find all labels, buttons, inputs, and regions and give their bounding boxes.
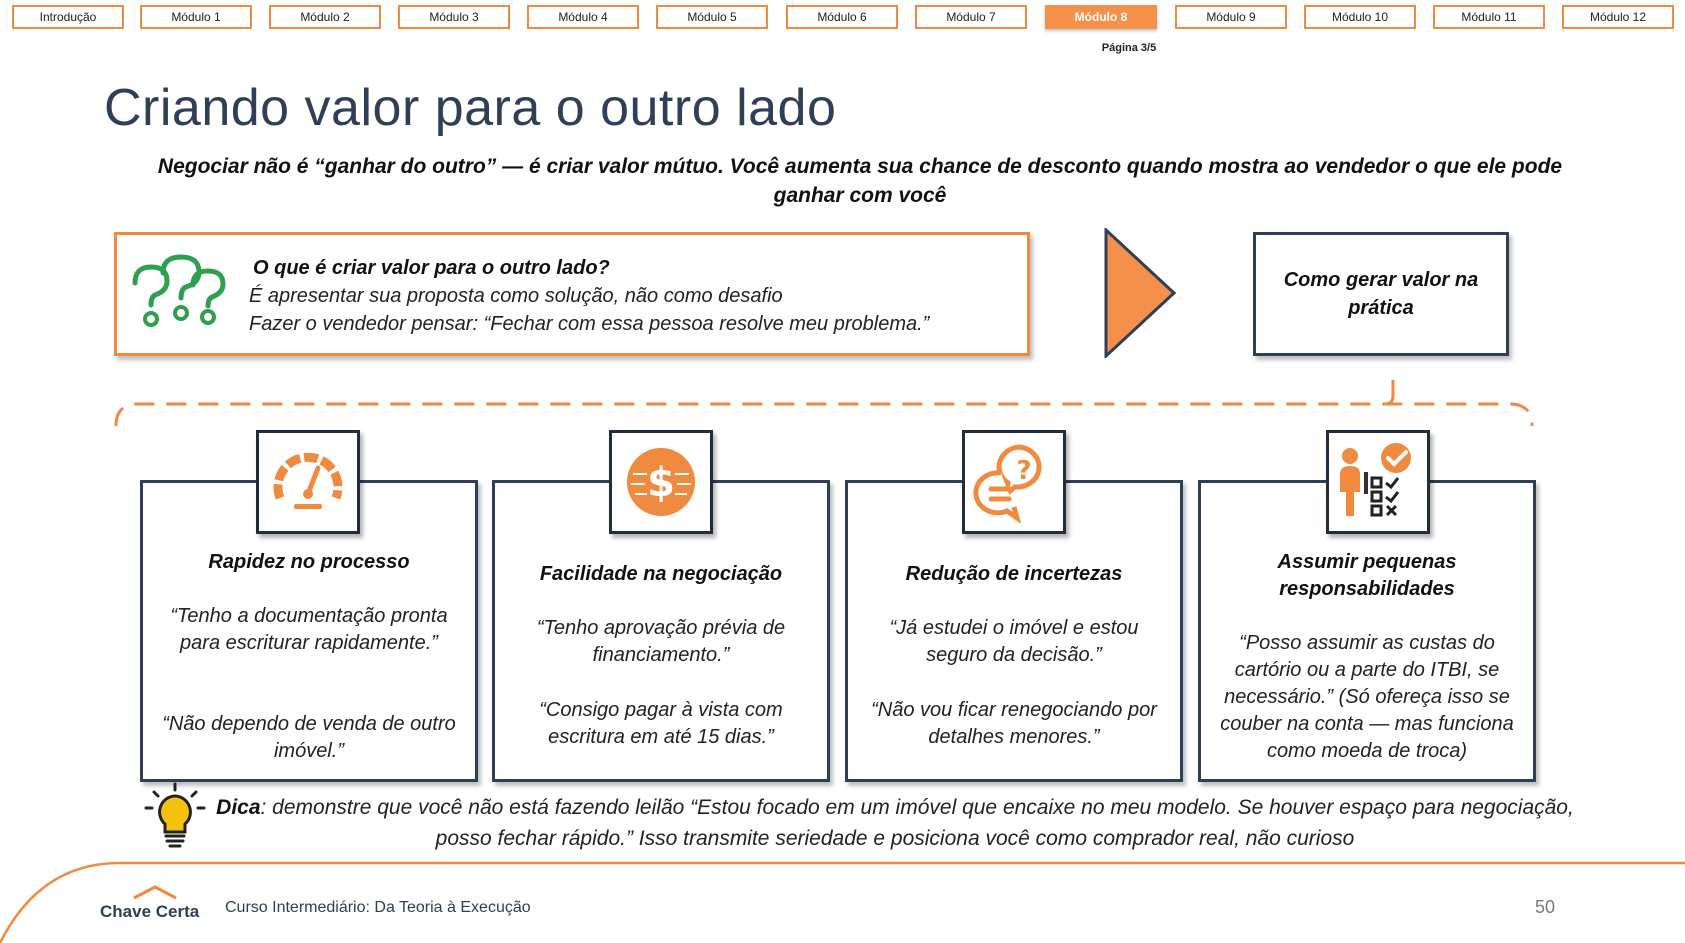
- definition-box: [114, 232, 1030, 356]
- page-title: Criando valor para o outro lado: [104, 79, 837, 137]
- nav-tab-modulo-12[interactable]: Módulo 12: [1562, 5, 1674, 29]
- brand-logo: Chave Certa: [100, 902, 200, 921]
- card-title: Assumir pequenas responsabilidades: [1277, 551, 1457, 600]
- definition-line-1: É apresentar sua proposta como solução, não como desafio: [249, 285, 783, 307]
- tip-body: : demonstre que você não está fazendo leilão “Estou focado em um imóvel que encaixe no meu modelo. Se houver espaço para negociação, posso fechar rápido.” Isso transmite seriedade e posiciona você como comprador real, não curioso: [260, 796, 1574, 850]
- card-quote-1: “Já estudei o imóvel e estou seguro da decisão.”: [889, 617, 1139, 666]
- card-icon-frame: [962, 430, 1066, 534]
- card-quote-2: “Não dependo de venda de outro imóvel.”: [162, 713, 456, 762]
- course-name: Curso Intermediário: Da Teoria à Execução: [225, 899, 531, 916]
- nav-tab-modulo-10[interactable]: Módulo 10: [1304, 5, 1416, 29]
- card-title: Redução de incertezas: [905, 563, 1123, 585]
- svg-text:$: $: [647, 460, 675, 506]
- nav-tab-modulo-7[interactable]: Módulo 7: [915, 5, 1027, 29]
- card-quote-2: “Não vou ficar renegociando por detalhes menores.”: [871, 699, 1157, 748]
- chat-question-icon: [973, 441, 1055, 523]
- speedometer-icon: [272, 446, 344, 518]
- card-icon-frame: [609, 430, 713, 534]
- card-quote-1: “Tenho a documentação pronta para escriturar rapidamente.”: [170, 605, 448, 654]
- nav-tab-introducao[interactable]: Introdução: [12, 5, 124, 29]
- dollar-coin-icon: [623, 444, 699, 520]
- card-icon-frame: [256, 430, 360, 534]
- dashed-bracket: [110, 378, 1540, 428]
- nav-tab-modulo-11[interactable]: Módulo 11: [1433, 5, 1545, 29]
- tip-label: Dica: [216, 796, 261, 819]
- tip-text: [200, 792, 1590, 854]
- house-roof-icon: [132, 884, 178, 900]
- right-arrow-icon: [1104, 228, 1176, 358]
- howto-box: Como gerar valor na prática: [1253, 232, 1509, 356]
- definition-heading: O que é criar valor para o outro lado?: [253, 257, 610, 279]
- nav-tab-modulo-3[interactable]: Módulo 3: [398, 5, 510, 29]
- nav-tab-modulo-8[interactable]: Módulo 8: [1045, 5, 1157, 29]
- nav-tab-modulo-2[interactable]: Módulo 2: [269, 5, 381, 29]
- card-quote-1: “Tenho aprovação prévia de financiamento.”: [536, 617, 786, 666]
- card-quote-2: “Consigo pagar à vista com escritura em até 15 dias.”: [539, 699, 783, 748]
- card-title: Facilidade na negociação: [539, 563, 783, 585]
- page-number: 50: [1535, 897, 1556, 917]
- definition-line-2: Fazer o vendedor pensar: “Fechar com essa pessoa resolve meu problema.”: [249, 313, 930, 335]
- question-marks-icon: [127, 253, 233, 337]
- card-icon-frame: [1326, 430, 1430, 534]
- nav-tab-modulo-5[interactable]: Módulo 5: [656, 5, 768, 29]
- svg-text:?: ?: [1016, 456, 1032, 486]
- nav-tab-modulo-4[interactable]: Módulo 4: [527, 5, 639, 29]
- lightbulb-icon: [144, 782, 206, 848]
- page-subtitle: Negociar não é “ganhar do outro” — é criar valor mútuo. Você aumenta sua chance de desconto quando mostra ao vendedor o que ele pode ganhar com você: [157, 155, 1563, 207]
- page-indicator: Página 3/5: [1101, 42, 1157, 54]
- card-title: Rapidez no processo: [208, 551, 410, 573]
- nav-tab-modulo-6[interactable]: Módulo 6: [786, 5, 898, 29]
- card-quote-1: “Posso assumir as custas do cartório ou a parte do ITBI, se necessário.” (Só ofereça isso se couber na conta — mas funciona como moeda de troca): [1220, 632, 1514, 762]
- nav-tab-modulo-1[interactable]: Módulo 1: [140, 5, 252, 29]
- nav-tab-modulo-9[interactable]: Módulo 9: [1175, 5, 1287, 29]
- person-checklist-icon: [1336, 440, 1420, 524]
- module-nav: [0, 5, 1685, 33]
